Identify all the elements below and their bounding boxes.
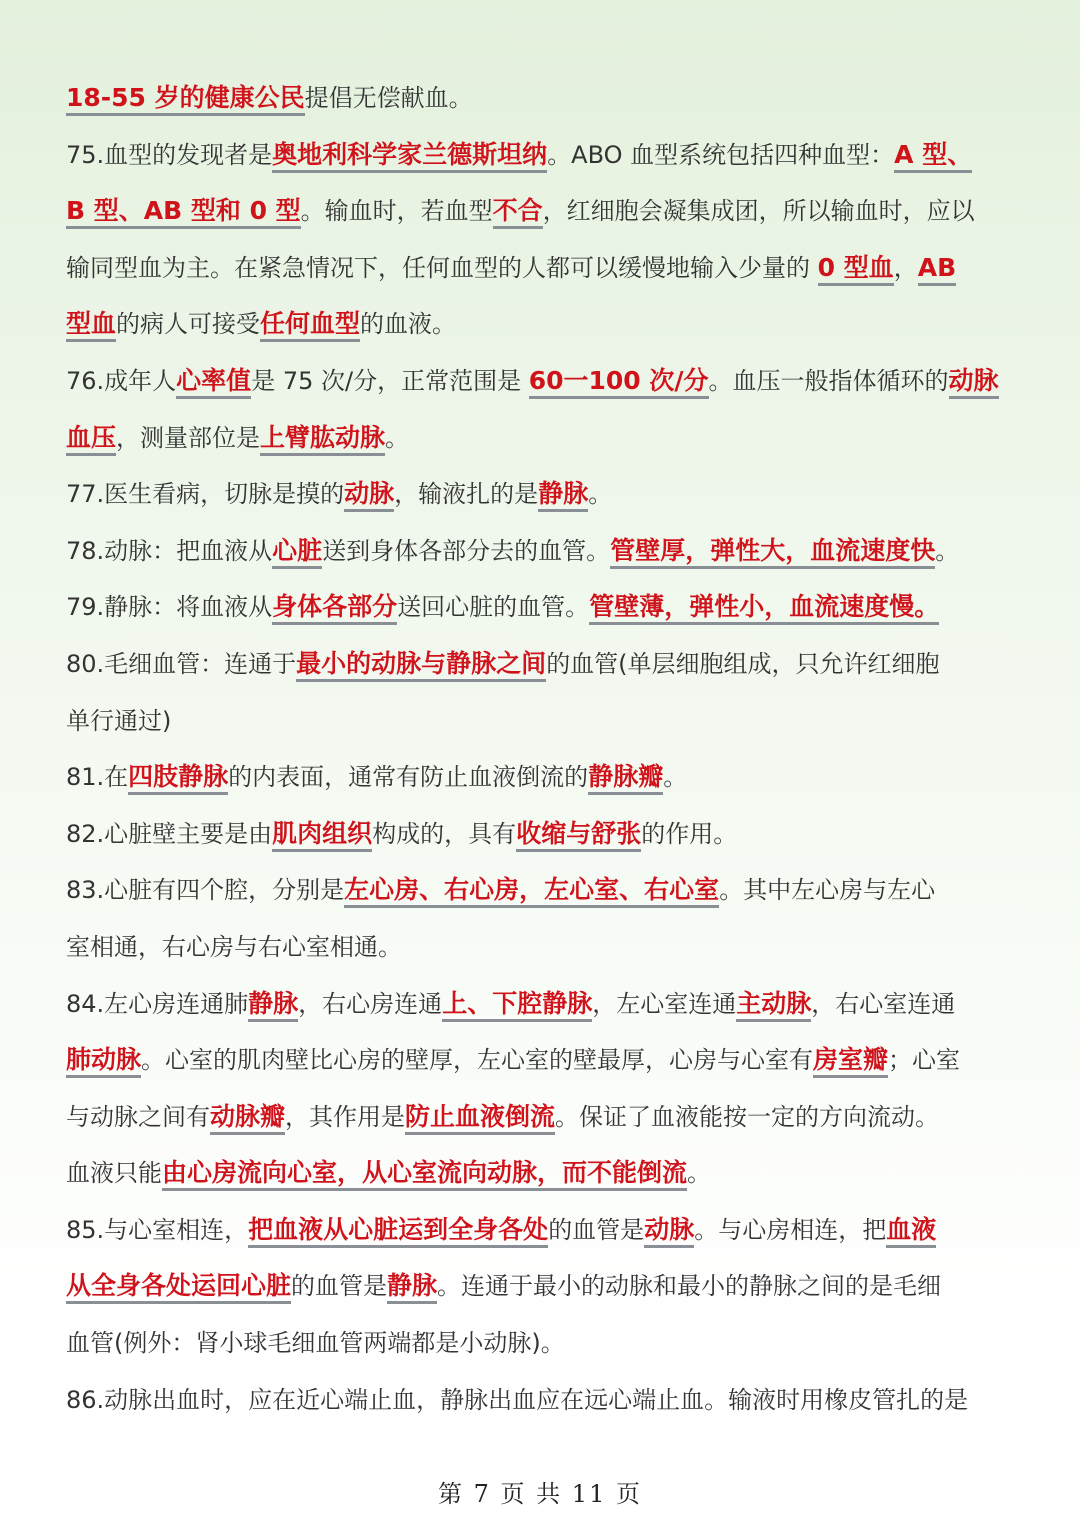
highlighted-term: 静脉 <box>248 989 298 1022</box>
plain-text: ， <box>893 253 918 282</box>
plain-text: ，其作用是 <box>285 1102 406 1131</box>
plain-text: 的病人可接受 <box>116 310 261 339</box>
text-line <box>66 1258 1018 1315</box>
highlighted-term: 肺动脉 <box>66 1045 141 1078</box>
plain-text: 85.与心室相连， <box>66 1215 249 1244</box>
text-line <box>66 1089 1018 1146</box>
plain-text: 80.毛细血管：连通于 <box>66 649 297 678</box>
text-line <box>66 636 1018 693</box>
highlighted-term: 静脉 <box>538 479 588 512</box>
plain-text: ，红细胞会凝集成团，所以输血时，应以 <box>542 197 975 226</box>
plain-text: 。连通于最小的动脉和最小的静脉之间的是毛细 <box>437 1272 942 1301</box>
text-line <box>66 862 1018 919</box>
plain-text: 。 <box>385 423 410 452</box>
text-line <box>66 70 1018 127</box>
highlighted-term: 上、下腔静脉 <box>442 989 592 1022</box>
plain-text: 。与心房相连，把 <box>694 1215 887 1244</box>
highlighted-term: 静脉瓣 <box>588 762 663 795</box>
highlighted-term: AB <box>918 253 956 286</box>
plain-text: ，输液扎的是 <box>394 480 539 509</box>
plain-text: 。 <box>588 480 613 509</box>
plain-text: 79.静脉：将血液从 <box>66 593 273 622</box>
highlighted-term: 房室瓣 <box>813 1045 888 1078</box>
text-line <box>66 183 1018 240</box>
plain-text: 血管(例外：肾小球毛细血管两端都是小动脉)。 <box>66 1329 565 1358</box>
plain-text: 78.动脉：把血液从 <box>66 536 273 565</box>
text-line <box>66 296 1018 353</box>
plain-text: 血液只能 <box>66 1159 162 1188</box>
highlighted-term: 肌肉组织 <box>272 819 372 852</box>
plain-text: 。 <box>935 536 960 565</box>
text-line <box>66 976 1018 1033</box>
text-line <box>66 1032 1018 1089</box>
highlighted-term: 从全身各处运回心脏 <box>66 1271 291 1304</box>
highlighted-term: 动脉 <box>949 366 999 399</box>
text-line <box>66 466 1018 523</box>
highlighted-term: 四肢静脉 <box>128 762 228 795</box>
highlighted-term: 收缩与舒张 <box>516 819 641 852</box>
highlighted-term: 左心房、右心房，左心室、右心室 <box>344 875 719 908</box>
text-line <box>66 1202 1018 1259</box>
highlighted-term: 心率值 <box>176 366 251 399</box>
plain-text: 84.左心房连通肺 <box>66 989 249 1018</box>
plain-text: 的内表面，通常有防止血液倒流的 <box>228 763 589 792</box>
plain-text: 提倡无偿献血。 <box>304 84 473 112</box>
text-line <box>66 693 1018 750</box>
plain-text: 与动脉之间有 <box>66 1102 210 1131</box>
highlighted-term: 主动脉 <box>736 989 811 1022</box>
highlighted-term: 由心房流向心室，从心室流向动脉，而不能倒流 <box>162 1158 687 1191</box>
highlighted-term: 身体各部分 <box>272 592 397 625</box>
plain-text: 82.心脏壁主要是由 <box>66 819 273 848</box>
text-line <box>66 806 1018 863</box>
text-line <box>66 127 1018 184</box>
highlighted-term: B 型、AB 型和 0 型 <box>66 196 301 229</box>
page-number-footer: 第 7 页 共 11 页 <box>438 1480 642 1508</box>
plain-text: 。 <box>687 1159 712 1188</box>
plain-text: 的血管是 <box>548 1215 645 1244</box>
text-line <box>66 1372 1018 1429</box>
highlighted-term: 60一100 次/分 <box>529 366 709 399</box>
text-line <box>66 1145 1018 1202</box>
plain-text: ，右心房连通 <box>298 989 443 1018</box>
plain-text: 81.在 <box>66 763 129 792</box>
plain-text: 室相通，右心房与右心室相通。 <box>66 932 402 961</box>
plain-text: ，右心室连通 <box>811 989 956 1018</box>
text-line <box>66 749 1018 806</box>
plain-text: 输同型血为主。在紧急情况下，任何血型的人都可以缓慢地输入少量的 <box>66 253 818 282</box>
highlighted-term: 上臂肱动脉 <box>260 423 385 456</box>
text-line <box>66 919 1018 976</box>
highlighted-term: 18-55 岁的健康公民 <box>66 83 305 116</box>
plain-text: 75.血型的发现者是 <box>66 140 273 169</box>
highlighted-term: 防止血液倒流 <box>405 1102 555 1135</box>
plain-text: 86.动脉出血时，应在近心端止血，静脉出血应在远心端止血。输液时用橡皮管扎的是 <box>66 1385 969 1414</box>
plain-text: 。心室的肌肉壁比心房的壁厚，左心室的壁最厚，心房与心室有 <box>141 1046 814 1075</box>
text-line <box>66 353 1018 410</box>
plain-text: 。其中左心房与左心 <box>719 876 936 905</box>
highlighted-term: 血压 <box>66 423 116 456</box>
plain-text: 单行通过) <box>66 706 172 735</box>
highlighted-term: 型血 <box>66 309 116 342</box>
highlighted-term: 0 型血 <box>818 253 894 286</box>
text-line <box>66 523 1018 580</box>
highlighted-term: 血液 <box>886 1215 936 1248</box>
highlighted-term: 动脉瓣 <box>210 1102 285 1135</box>
plain-text: 的作用。 <box>641 819 738 848</box>
highlighted-term: A 型、 <box>894 140 972 173</box>
plain-text: 是 75 次/分，正常范围是 <box>251 366 529 395</box>
text-line <box>66 240 1018 297</box>
highlighted-term: 管壁薄，弹性小，血流速度慢。 <box>589 592 939 625</box>
plain-text: 送到身体各部分去的血管。 <box>322 536 611 565</box>
highlighted-term: 最小的动脉与静脉之间 <box>296 649 546 682</box>
highlighted-term: 不合 <box>493 196 543 229</box>
plain-text: 76.成年人 <box>66 366 177 395</box>
plain-text: 。保证了血液能按一定的方向流动。 <box>555 1102 940 1131</box>
highlighted-term: 静脉 <box>387 1271 437 1304</box>
text-line <box>66 579 1018 636</box>
plain-text: 构成的，具有 <box>372 819 517 848</box>
text-line <box>66 410 1018 467</box>
highlighted-term: 奥地利科学家兰德斯坦纳 <box>272 140 547 173</box>
highlighted-term: 把血液从心脏运到全身各处 <box>248 1215 548 1248</box>
plain-text: 83.心脏有四个腔，分别是 <box>66 876 345 905</box>
highlighted-term: 动脉 <box>644 1215 694 1248</box>
plain-text: 77.医生看病，切脉是摸的 <box>66 480 345 509</box>
document-body <box>66 70 1018 1428</box>
plain-text: 。输血时，若血型 <box>300 197 493 226</box>
plain-text: 的血管是 <box>291 1272 388 1301</box>
plain-text: ，测量部位是 <box>116 423 261 452</box>
plain-text: 送回心脏的血管。 <box>397 593 590 622</box>
plain-text: ；心室 <box>888 1046 961 1075</box>
plain-text: 的血液。 <box>360 310 457 339</box>
plain-text: 。 <box>663 763 688 792</box>
text-line <box>66 1315 1018 1372</box>
plain-text: ，左心室连通 <box>592 989 737 1018</box>
highlighted-term: 心脏 <box>272 536 322 569</box>
plain-text: 。血压一般指体循环的 <box>708 366 949 395</box>
plain-text: 的血管(单层细胞组成，只允许红细胞 <box>546 649 940 678</box>
plain-text: 。ABO 血型系统包括四种血型： <box>547 140 895 169</box>
highlighted-term: 任何血型 <box>260 309 360 342</box>
highlighted-term: 动脉 <box>344 479 394 512</box>
highlighted-term: 管壁厚，弹性大，血流速度快 <box>610 536 935 569</box>
